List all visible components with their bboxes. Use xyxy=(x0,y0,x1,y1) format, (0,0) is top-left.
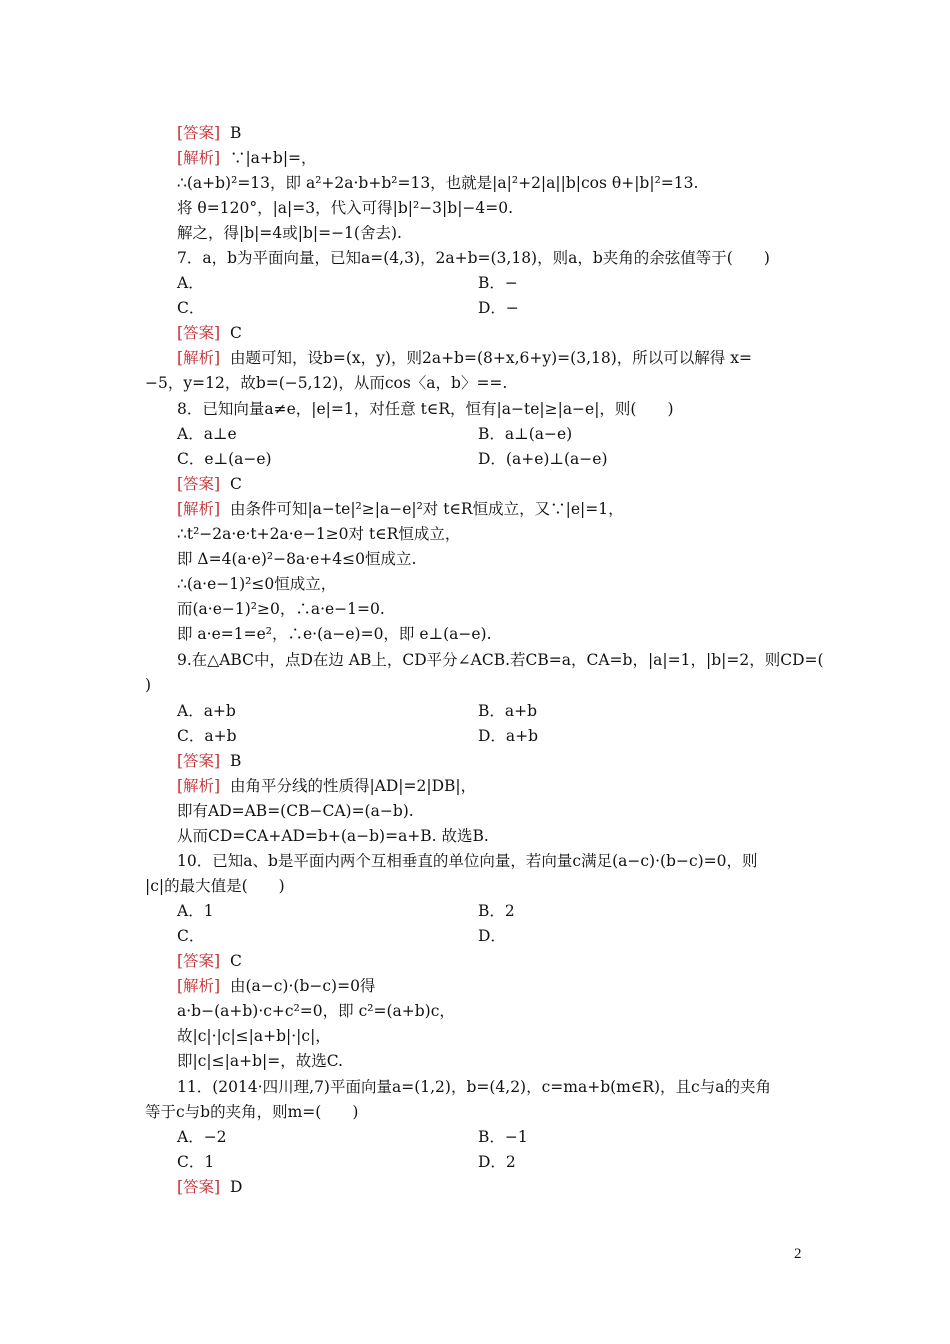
option-d: D．2 xyxy=(478,1153,516,1171)
option-c: C．e⊥(a−e) xyxy=(177,450,272,468)
option-d: D．− xyxy=(478,299,519,317)
option-a: A．1 xyxy=(177,902,214,920)
text-line: 即有AD=AB=(CB−CA)=(a−b). xyxy=(177,802,414,820)
question-11: 11．(2014·四川理,7)平面向量a=(1,2)，b=(4,2)，c=ma+b(m∈R)，且c与a的夹角 xyxy=(177,1078,771,1096)
text-line: 即 Δ=4(a·e)²−8a·e+4≤0恒成立. xyxy=(177,550,417,568)
text-line: [答案] B xyxy=(177,124,242,142)
text-line: |c|的最大值是( ) xyxy=(145,877,285,895)
text-line: ∴(a+b)²=13，即 a²+2a·b+b²=13，也就是|a|²+2|a||b|cos θ+|b|²=13. xyxy=(177,174,699,192)
text-line: [解析] 由条件可知|a−te|²≥|a−e|²对 t∈R恒成立，又∵|e|=1， xyxy=(177,500,624,518)
text-line: 解之，得|b|=4或|b|=−1(舍去). xyxy=(177,224,402,242)
option-d: D．(a+e)⊥(a−e) xyxy=(478,450,608,468)
text-line: [答案] C xyxy=(177,952,242,970)
question-7: 7．a，b为平面向量，已知a=(4,3)，2a+b=(3,18)，则a，b夹角的余弦值等于( ) xyxy=(177,249,770,267)
text-line: [答案] D xyxy=(177,1178,243,1196)
page-number: 2 xyxy=(794,1246,802,1262)
text-line: 等于c与b的夹角，则m=( ) xyxy=(145,1103,359,1121)
option-c: C． xyxy=(177,927,205,945)
text-line: [解析] 由角平分线的性质得|AD|=2|DB|， xyxy=(177,777,477,795)
question-8: 8．已知向量a≠e，|e|=1，对任意 t∈R，恒有|a−te|≥|a−e|，则( ) xyxy=(177,400,674,418)
text-line: 即|c|≤|a+b|=，故选C. xyxy=(177,1052,343,1070)
text-line: 故|c|·|c|≤|a+b|·|c|， xyxy=(177,1027,331,1045)
text-line: [答案] C xyxy=(177,475,242,493)
question-10: 10．已知a、b是平面内两个互相垂直的单位向量，若向量c满足(a−c)·(b−c)=0，则 xyxy=(177,852,758,870)
text-line: 即 a·e=1=e²，∴e·(a−e)=0，即 e⊥(a−e). xyxy=(177,625,492,643)
option-b: B．a+b xyxy=(478,702,538,720)
text-line: 将 θ=120°，|a|=3，代入可得|b|²−3|b|−4=0. xyxy=(177,199,514,217)
option-c: C． xyxy=(177,299,205,317)
option-b: B．2 xyxy=(478,902,515,920)
option-d: D．a+b xyxy=(478,727,539,745)
option-a: A．a⊥e xyxy=(177,425,237,443)
text-line: ) xyxy=(145,676,152,694)
option-d: D． xyxy=(478,927,506,945)
option-a: A．−2 xyxy=(177,1128,227,1146)
option-b: B．−1 xyxy=(478,1128,528,1146)
option-b: B．a⊥(a−e) xyxy=(478,425,573,443)
option-a: A． xyxy=(177,274,204,292)
text-line: 从而CD=CA+AD=b+(a−b)=a+B. 故选B. xyxy=(177,827,489,845)
text-line: −5，y=12，故b=(−5,12)，从而cos〈a，b〉==. xyxy=(145,374,508,392)
option-c: C．1 xyxy=(177,1153,215,1171)
question-9: 9.在△ABC中，点D在边 AB上，CD平分∠ACB.若CB=a，CA=b，|a|=1，|b|=2，则CD=( xyxy=(177,651,824,669)
option-b: B．− xyxy=(478,274,518,292)
option-c: C．a+b xyxy=(177,727,237,745)
text-line: [解析] 由题可知，设b=(x，y)，则2a+b=(8+x,6+y)=(3,18)，所以可以解得 x= xyxy=(177,349,752,367)
text-line: [答案] B xyxy=(177,752,242,770)
text-line: ∴(a·e−1)²≤0恒成立， xyxy=(177,575,337,593)
text-line: 而(a·e−1)²≥0，∴a·e−1=0. xyxy=(177,600,385,618)
option-a: A．a+b xyxy=(177,702,236,720)
text-line: [解析] 由(a−c)·(b−c)=0得 xyxy=(177,977,376,995)
text-line: a·b−(a+b)·c+c²=0，即 c²=(a+b)c， xyxy=(177,1002,455,1020)
text-line: ∴t²−2a·e·t+2a·e−1≥0对 t∈R恒成立， xyxy=(177,525,461,543)
text-line: [解析] ∵|a+b|=， xyxy=(177,149,317,167)
text-line: [答案] C xyxy=(177,324,242,342)
